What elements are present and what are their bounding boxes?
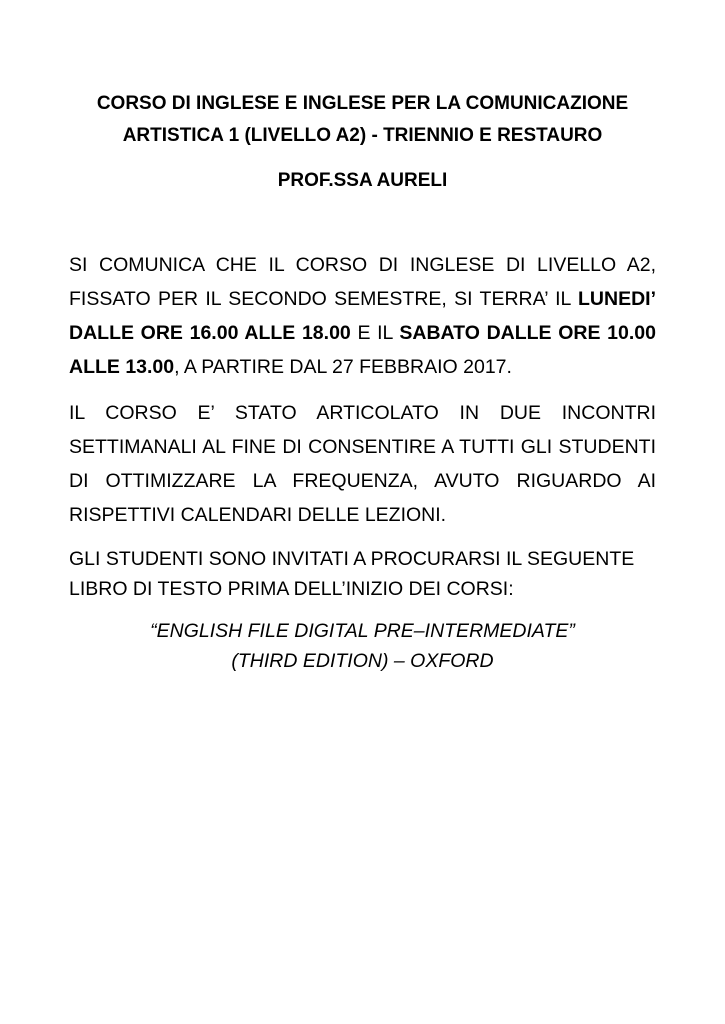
title-line-1: CORSO DI INGLESE E INGLESE PER LA COMUNICAZIONE (96, 93, 629, 114)
saturday-schedule: SABATO DALLE ORE 10.00 ALLE 13.00 (69, 322, 656, 378)
course-structure-paragraph: IL CORSO E’ STATO ARTICOLATO IN DUE INCONTRI SETTIMANALI AL FINE DI CONSENTIRE A TUTTI GLI STUDENTI DI OTTIMIZZARE LA FREQUENZA, AVUTO RIGUARDO AI RISPETTIVI CALENDARI DELLE LEZIONI. (69, 402, 656, 526)
document-title (69, 0, 656, 152)
textbook-name: “ENGLISH FILE DIGITAL PRE–INTERMEDIATE” (150, 620, 575, 642)
schedule-paragraph (69, 248, 656, 384)
title-line-2: ARTISTICA 1 (LIVELLO A2) - TRIENNIO E RESTAURO (122, 125, 603, 146)
schedule-text-3: , A PARTIRE DAL 27 FEBBRAIO 2017. (174, 356, 512, 378)
schedule-text-1: SI COMUNICA CHE IL CORSO DI INGLESE DI LIVELLO A2, FISSATO PER IL SECONDO SEMESTRE, SI TERRA’ IL (69, 254, 656, 310)
textbook-edition: (THIRD EDITION) – OXFORD (231, 650, 494, 672)
textbook-title (69, 616, 656, 676)
author-name: PROF.SSA AURELI (277, 170, 448, 191)
textbook-instructions-paragraph: GLI STUDENTI SONO INVITATI A PROCURARSI IL SEGUENTE LIBRO DI TESTO PRIMA DELL’INIZIO DEI CORSI: (69, 548, 635, 600)
schedule-text-2: E IL (350, 322, 400, 344)
monday-schedule: LUNEDI’ DALLE ORE 16.00 ALLE 18.00 (69, 288, 656, 344)
